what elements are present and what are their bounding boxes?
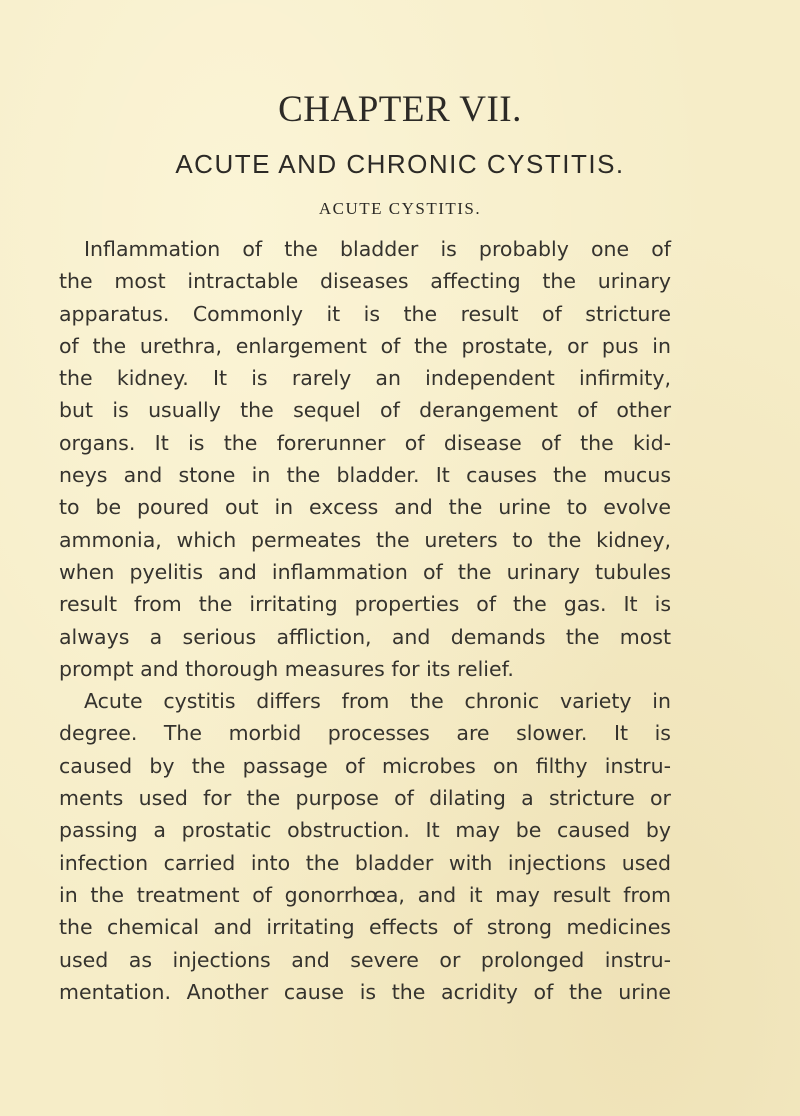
text-line: infection carried into the bladder with injections used <box>59 850 671 875</box>
text-line: Inflammation of the bladder is probably one of <box>84 237 671 261</box>
text-line: in the treatment of gonorrhœa, and it may result from <box>59 882 671 907</box>
text-line: used as injections and severe or prolonged instru- <box>59 947 671 972</box>
text-line: organs. It is the forerunner of disease of the kid- <box>59 430 671 455</box>
chapter-heading: CHAPTER VII. <box>278 89 522 130</box>
chapter-title: ACUTE AND CHRONIC CYSTITIS. <box>175 149 625 179</box>
text-line: always a serious affliction, and demands the most <box>59 624 671 649</box>
text-line: ammonia, which permeates the ureters to the kidney, <box>59 527 671 552</box>
text-line: prompt and thorough measures for its relief. <box>59 656 514 681</box>
text-line: result from the irritating properties of the gas. It is <box>59 592 671 617</box>
text-line: passing a prostatic obstruction. It may be caused by <box>59 818 671 843</box>
text-line: ments used for the purpose of dilating a stricture or <box>59 786 671 811</box>
text-line: the chemical and irritating effects of strong medicines <box>59 915 671 940</box>
text-line: degree. The morbid processes are slower. It is <box>59 721 671 746</box>
text-line: mentation. Another cause is the acridity of the urine <box>59 979 671 1004</box>
text-line: but is usually the sequel of derangement of other <box>59 398 671 423</box>
text-line: to be poured out in excess and the urine to evolve <box>59 495 671 520</box>
text-line: apparatus. Commonly it is the result of stricture <box>59 301 671 326</box>
section-heading: ACUTE CYSTITIS. <box>318 199 482 218</box>
text-line: of the urethra, enlargement of the prostate, or pus in <box>59 333 671 358</box>
text-line: the kidney. It is rarely an independent infirmity, <box>59 366 671 391</box>
text-line: neys and stone in the bladder. It causes the mucus <box>59 463 671 488</box>
text-line: Acute cystitis differs from the chronic variety in <box>84 689 671 714</box>
text-line: the most intractable diseases affecting the urinary <box>59 269 671 294</box>
text-line: when pyelitis and inflammation of the urinary tubules <box>59 559 671 584</box>
body-text <box>59 233 671 1008</box>
text-line: caused by the passage of microbes on filthy instru- <box>59 753 671 778</box>
